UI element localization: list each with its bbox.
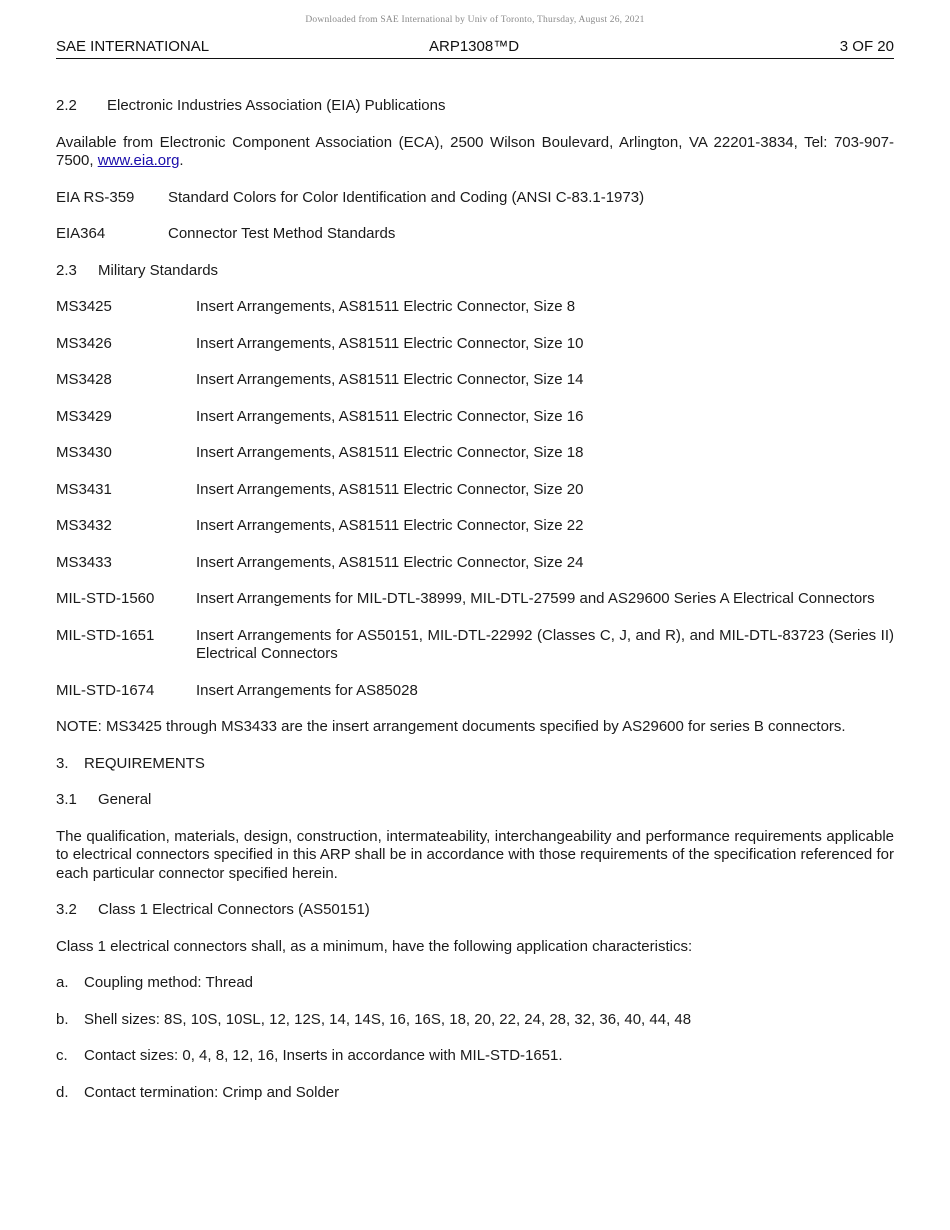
page-header: [56, 38, 894, 59]
reference-id: MS3431: [56, 480, 112, 498]
reference-description: Insert Arrangements, AS81511 Electric Connector, Size 10: [196, 334, 584, 352]
reference-row: [56, 408, 894, 427]
reference-row: [56, 444, 894, 463]
reference-description: Insert Arrangements for MIL-DTL-38999, MIL-DTL-27599 and AS29600 Series A Electrical Connectors: [196, 590, 875, 607]
reference-id: MIL-STD-1560: [56, 590, 155, 607]
list-text: Contact termination: Crimp and Solder: [84, 1083, 340, 1101]
availability-end: .: [179, 152, 184, 169]
section-number: 3.2: [56, 901, 77, 918]
reference-description: Insert Arrangements for AS50151, MIL-DTL-22992 (Classes C, J, and R), and MIL-DTL-83723 (Series II) Electrical Connectors: [196, 626, 894, 662]
reference-id: MS3432: [56, 517, 112, 534]
section-number: 2.2: [56, 97, 77, 114]
page-content: [56, 97, 894, 1102]
list-item: [56, 1047, 894, 1066]
reference-id: MS3429: [56, 407, 112, 425]
list-letter: c.: [56, 1047, 68, 1064]
reference-row: [56, 682, 894, 701]
eia-availability-paragraph: [56, 134, 894, 171]
reference-id: EIA RS-359: [56, 188, 135, 206]
list-item: [56, 1011, 894, 1030]
list-item: [56, 974, 894, 993]
reference-row: [56, 627, 894, 664]
download-watermark: Downloaded from SAE International by Univ of Toronto, Thursday, August 26, 2021: [305, 15, 645, 25]
section-2-2-heading: [56, 97, 894, 116]
reference-id: MIL-STD-1674: [56, 681, 155, 699]
header-page-number: 3 OF 20: [839, 38, 894, 55]
section-number: 3.1: [56, 791, 77, 808]
reference-description: Insert Arrangements, AS81511 Electric Connector, Size 8: [196, 298, 576, 315]
list-letter: d.: [56, 1083, 69, 1101]
section-number: 2.3: [56, 261, 77, 279]
header-doc-id: ARP1308™D: [429, 38, 520, 55]
section-3-heading: [56, 755, 894, 774]
reference-row: [56, 298, 894, 317]
list-text: Contact sizes: 0, 4, 8, 12, 16, Inserts in accordance with MIL-STD-1651.: [84, 1047, 563, 1064]
section-title: Electronic Industries Association (EIA) Publications: [107, 97, 446, 114]
reference-row: [56, 590, 894, 609]
section-3-2-heading: [56, 901, 894, 920]
list-text: Shell sizes: 8S, 10S, 10SL, 12, 12S, 14, 14S, 16, 16S, 18, 20, 22, 24, 28, 32, 36, 40, 44, 48: [84, 1010, 692, 1028]
list-letter: b.: [56, 1010, 69, 1028]
list-letter: a.: [56, 974, 69, 991]
reference-row: [56, 481, 894, 500]
reference-id: MS3430: [56, 444, 112, 461]
reference-description: Standard Colors for Color Identification and Coding (ANSI C-83.1-1973): [168, 188, 645, 206]
reference-id: MS3433: [56, 553, 112, 571]
section-title: Class 1 Electrical Connectors (AS50151): [98, 901, 370, 918]
reference-description: Connector Test Method Standards: [168, 225, 396, 242]
reference-id: MS3428: [56, 371, 112, 388]
section-title: Military Standards: [98, 261, 219, 279]
header-org: SAE INTERNATIONAL: [56, 38, 210, 55]
ms-note: NOTE: MS3425 through MS3433 are the insert arrangement documents specified by AS29600 for series B connectors.: [56, 718, 846, 735]
section-title: General: [98, 791, 152, 808]
reference-row-eia-rs-359: [56, 189, 894, 208]
reference-description: Insert Arrangements, AS81511 Electric Connector, Size 22: [196, 517, 584, 534]
reference-description: Insert Arrangements, AS81511 Electric Connector, Size 20: [196, 480, 584, 498]
section-title: REQUIREMENTS: [84, 754, 205, 772]
list-item: [56, 1084, 894, 1103]
eia-website-link[interactable]: www.eia.org: [97, 152, 180, 169]
reference-id: MS3425: [56, 298, 112, 315]
reference-description: Insert Arrangements for AS85028: [196, 681, 418, 699]
section-2-3-heading: [56, 262, 894, 281]
reference-id: EIA364: [56, 225, 106, 242]
reference-row: [56, 517, 894, 536]
general-requirements-paragraph: The qualification, materials, design, construction, intermateability, interchangeability and performance requirements applicable to electrical connectors specified in this ARP shall be in accordance with those requirements of the specification referenced for each particular connector specified herein.: [56, 827, 894, 882]
list-text: Coupling method: Thread: [84, 974, 253, 991]
class-1-intro: Class 1 electrical connectors shall, as a minimum, have the following application characteristics:: [56, 937, 693, 955]
reference-row-eia364: [56, 225, 894, 244]
availability-text: Available from Electronic Component Association (ECA), 2500 Wilson Boulevard, Arlington, VA 22201-3834, Tel: 703-907-7500,: [56, 133, 894, 169]
reference-row: [56, 554, 894, 573]
reference-description: Insert Arrangements, AS81511 Electric Connector, Size 16: [196, 407, 584, 425]
section-3-1-heading: [56, 791, 894, 810]
reference-description: Insert Arrangements, AS81511 Electric Connector, Size 24: [196, 553, 584, 571]
reference-row: [56, 335, 894, 354]
section-number: 3.: [56, 754, 69, 772]
reference-id: MIL-STD-1651: [56, 626, 155, 644]
reference-description: Insert Arrangements, AS81511 Electric Connector, Size 14: [196, 371, 584, 388]
reference-row: [56, 371, 894, 390]
reference-id: MS3426: [56, 334, 112, 352]
reference-description: Insert Arrangements, AS81511 Electric Connector, Size 18: [196, 444, 584, 461]
